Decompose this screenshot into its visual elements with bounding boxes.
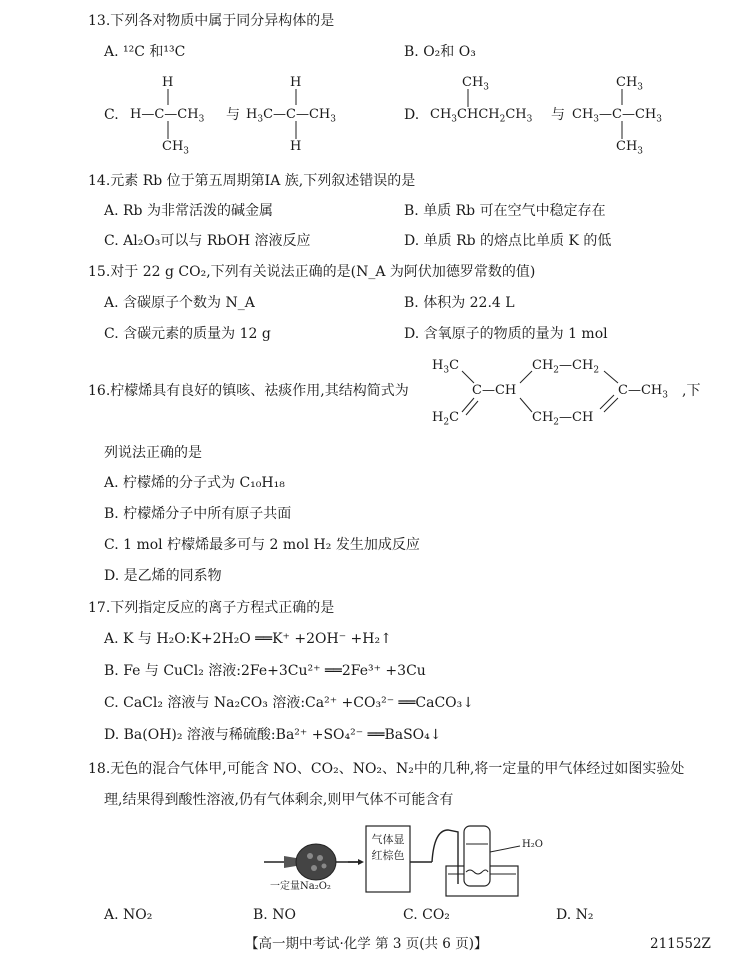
q18-option-d: D. N₂ [556,907,594,923]
q16-stem: 16.柠檬烯具有良好的镇咳、祛痰作用,其结构简式为 [88,383,409,399]
q16-stem-continued: 列说法正确的是 [104,445,202,461]
q16-stem-tail: ,下 [682,383,701,399]
paper-code: 211552Z [650,936,711,952]
q18-figure-water-label: H₂O [522,839,543,850]
q16-limonene-structure: $H_3C$ C—CH $H_2C$ $CH_2—CH_2$ $CH_2—CH$ $C—CH_3$ [432,358,668,428]
q13-structure-c2: H $H_3C—C—CH_3$ H [246,75,336,154]
q13-option-d-label: D. [404,107,420,123]
q15-option-b: B. 体积为 22.4 L [404,295,515,311]
q16-option-b: B. 柠檬烯分子中所有原子共面 [104,506,292,522]
q18-stem-continued: 理,结果得到酸性溶液,仍有气体剩余,则甲气体不可能含有 [104,792,454,808]
q18-figure-reagent-label: 一定量Na₂O₂ [270,881,331,892]
q14-stem: 14.元素 Rb 位于第五周期第ⅠA 族,下列叙述错误的是 [88,173,416,189]
q16-option-a: A. 柠檬烯的分子式为 C₁₀H₁₈ [104,475,285,491]
q14-option-b: B. 单质 Rb 可在空气中稳定存在 [404,203,606,219]
q15-option-c: C. 含碳元素的质量为 12 g [104,326,271,342]
q13-structure-d2: $CH_3$ $CH_3—C—CH_3$ $CH_3$ [572,75,662,157]
q18-figure-box-label: 气体显红棕色 [371,833,405,862]
q13-option-b: B. O₂和 O₃ [404,44,476,60]
q13-option-a: A. ¹²C 和¹³C [104,44,186,60]
q16-option-c: C. 1 mol 柠檬烯最多可与 2 mol H₂ 发生加成反应 [104,537,420,553]
q17-option-c: C. CaCl₂ 溶液与 Na₂CO₃ 溶液:Ca²⁺ +CO₃²⁻ ══CaCO₃↓ [104,695,474,711]
q15-option-a: A. 含碳原子个数为 N_A [104,295,255,311]
q15-option-d: D. 含氧原子的物质的量为 1 mol [404,326,608,342]
q17-stem: 17.下列指定反应的离子方程式正确的是 [88,600,335,616]
q13-c-and: 与 [226,107,240,123]
q17-option-b: B. Fe 与 CuCl₂ 溶液:2Fe+3Cu²⁺ ══2Fe³⁺ +3Cu [104,663,426,679]
q14-option-d: D. 单质 Rb 的熔点比单质 K 的低 [404,233,612,249]
q13-option-c-label: C. [104,107,119,123]
q18-stem: 18.无色的混合气体甲,可能含 NO、CO₂、NO₂、N₂中的几种,将一定量的甲气体经过如图实验处 [88,761,685,777]
q18-apparatus-figure [262,822,552,902]
q13-stem: 13.下列各对物质中属于同分异构体的是 [88,13,335,29]
page-footer: 【高一期中考试·化学 第 3 页(共 6 页)】 [245,936,488,952]
q15-stem: 15.对于 22 g CO₂,下列有关说法正确的是(N_A 为阿伏加德罗常数的值) [88,264,536,280]
q13-structure-d1: $CH_3$ $CH_3CHCH_2CH_3$ [430,75,533,125]
q18-option-b: B. NO [253,907,296,923]
q18-option-c: C. CO₂ [403,907,450,923]
q13-structure-c1: H $H—C—CH_3$ $CH_3$ [130,75,205,157]
q18-option-a: A. NO₂ [104,907,153,923]
q17-option-a: A. K 与 H₂O:K+2H₂O ══K⁺ +2OH⁻ +H₂↑ [104,631,392,647]
q14-option-c: C. Al₂O₃可以与 RbOH 溶液反应 [104,233,311,249]
q13-d-and: 与 [551,107,565,123]
q14-option-a: A. Rb 为非常活泼的碱金属 [104,203,273,219]
q17-option-d: D. Ba(OH)₂ 溶液与稀硫酸:Ba²⁺ +SO₄²⁻ ══BaSO₄↓ [104,727,442,743]
q16-option-d: D. 是乙烯的同系物 [104,568,222,584]
